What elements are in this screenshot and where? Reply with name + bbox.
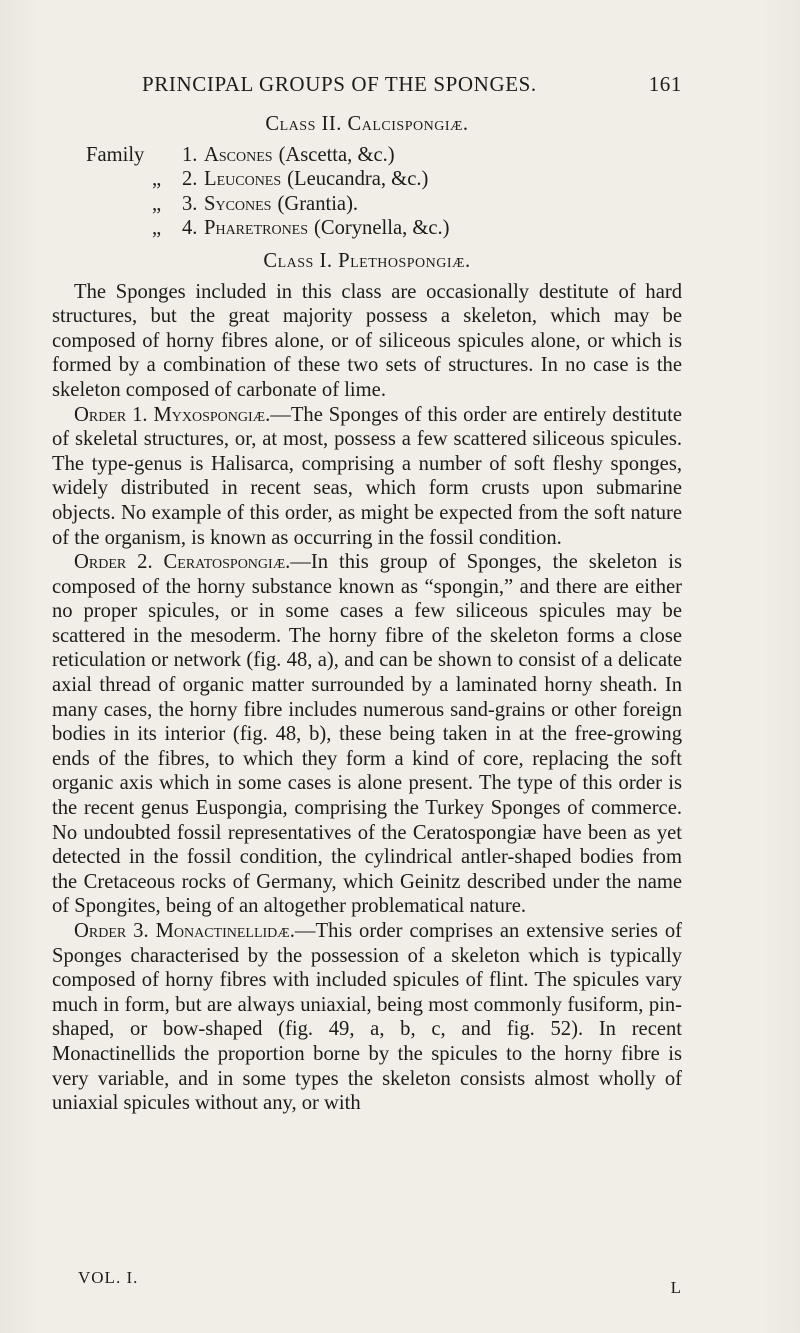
order-three-paragraph xyxy=(52,919,682,1116)
intro-paragraph: The Sponges included in this class are occasionally destitute of hard structures, but the great majority possess a skeleton, which may be composed of horny fibres alone, or of siliceous spicules alone, or which is formed by a combination of these two sets of structures. In no case is the skeleton composed of carbonate of lime. xyxy=(52,280,682,401)
order-three-text: —This order comprises an extensive series of Sponges characterised by the possession of a skeleton which is typically composed of horny fibres with included spicules of flint. The spicules vary much in form, but are always uniaxial, being most commonly fusiform, pin-shaped, or bow-shaped (fig. 49, a, b, c, and fig. 52). In recent Monactinellids the proportion borne by the spicules to the horny fibre is very variable, and in some types the skeleton consists almost wholly of uniaxial spicules without any, or with xyxy=(52,920,682,1115)
order-one-name: Myxospongiæ. xyxy=(153,403,271,426)
family-row xyxy=(52,192,682,217)
page-number: 161 xyxy=(648,72,682,96)
order-three-label: Order 3. xyxy=(74,920,149,942)
order-three-name: Monactinellidæ. xyxy=(155,920,295,942)
family-ditto: „ xyxy=(152,217,162,240)
volume-mark: VOL. I. xyxy=(78,1268,139,1287)
family-number: 1. xyxy=(182,143,198,166)
running-title: PRINCIPAL GROUPS OF THE SPONGES. xyxy=(142,72,537,96)
family-number: 2. xyxy=(182,168,198,191)
family-example: (Corynella, &c.) xyxy=(314,217,450,240)
order-one-label: Order 1. xyxy=(74,403,148,426)
family-ditto: „ xyxy=(152,168,162,191)
family-list xyxy=(52,143,682,241)
family-example: (Ascetta, &c.) xyxy=(278,143,395,166)
family-name: Pharetrones xyxy=(204,217,309,240)
order-one-paragraph xyxy=(52,403,682,551)
family-example: (Grantia). xyxy=(277,192,359,215)
family-row xyxy=(52,167,682,192)
order-one-text: —The Sponges of this order are entirely destitute of skeletal structures, or, at most, possess a few scattered siliceous spicules. The type-genus is Halisarca, comprising a number of soft fleshy sponges, widely distributed in recent seas, which form crusts upon submarine objects. No example of this order, as might be expected from the soft nature of the organism, is known as occurring in the fossil condition. xyxy=(52,403,682,549)
family-row xyxy=(52,216,682,241)
page-body xyxy=(52,112,682,1116)
class-one-heading: Class I. Plethospongiæ. xyxy=(263,249,471,272)
order-two-paragraph xyxy=(52,550,682,919)
family-example: (Leucandra, &c.) xyxy=(287,168,429,191)
family-lead: Family xyxy=(86,143,145,166)
order-two-name: Ceratospongiæ. xyxy=(163,551,291,574)
family-number: 3. xyxy=(182,192,198,215)
class-two-heading: Class II. Calcispongiæ. xyxy=(265,113,469,135)
family-name: Sycones xyxy=(204,192,272,215)
signature-mark: L xyxy=(670,1278,682,1297)
family-name: Leucones xyxy=(204,168,282,191)
family-number: 4. xyxy=(182,217,198,240)
family-ditto: „ xyxy=(152,192,162,215)
family-row xyxy=(52,143,682,168)
order-two-text: —In this group of Sponges, the skeleton is composed of the horny substance known as “spongin,” and there are either no proper spicules, or in some cases a few siliceous spicules may be scattered in the mesoderm. The horny fibre of the skeleton forms a close reticulation or network (fig. 48, a), and can be shown to consist of a delicate axial thread of organic matter surrounded by a laminated horny sheath. In many cases, the horny fibre includes numerous sand-grains or other foreign bodies in its interior (fig. 48, b), these being taken in at the free-growing ends of the fibres, to which they form a kind of core, replacing the soft organic axis which in some cases is alone present. The type of this order is the recent genus Euspongia, comprising the Turkey Sponges of commerce. No undoubted fossil representatives of the Ceratospongiæ have been as yet detected in the fossil condition, the cylindrical antler-shaped bodies from the Cretaceous rocks of Germany, which Geinitz described under the name of Spongites, being of an altogether problematical nature. xyxy=(52,551,682,918)
order-two-label: Order 2. xyxy=(74,551,153,574)
family-name: Ascones xyxy=(204,143,273,166)
